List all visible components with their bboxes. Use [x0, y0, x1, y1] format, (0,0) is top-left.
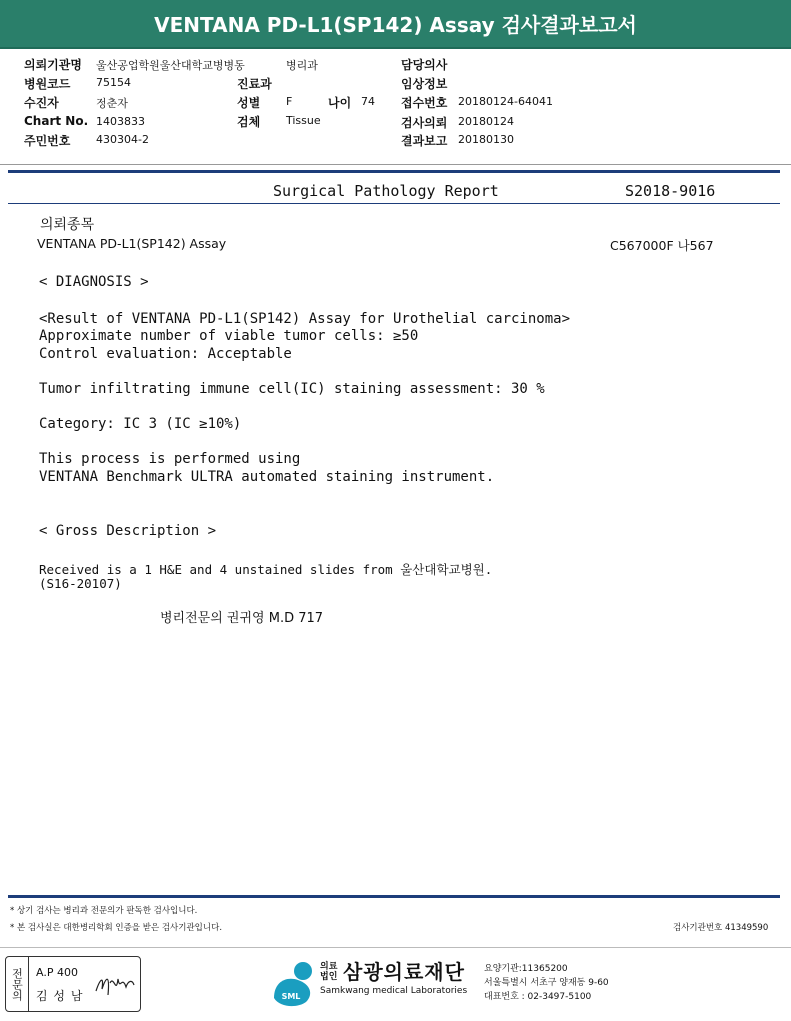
chart-value: 1403833 [96, 115, 145, 128]
specialist-vertical-label: 전문의 [6, 957, 29, 1011]
recipient-value: 정춘자 [96, 97, 128, 110]
hospital-code-label: 병원코드 [24, 77, 71, 91]
request-value: 20180124 [458, 115, 514, 128]
report-heading-rule [8, 203, 780, 204]
pathologist-signature-line: 병리전문의 권귀영 M.D 717 [160, 611, 324, 626]
test-category-label: 의뢰종목 [40, 217, 95, 233]
report-bottom-rule [8, 895, 780, 898]
diagnosis-header: < DIAGNOSIS > [39, 274, 149, 290]
age-value: 74 [361, 95, 375, 108]
specialist-box [5, 956, 141, 1012]
report-top-rule [8, 170, 780, 173]
sex-value: F [286, 95, 293, 108]
id-value: 430304-2 [96, 133, 149, 146]
request-label: 검사의뢰 [401, 116, 448, 130]
clinical-label: 임상정보 [401, 77, 448, 91]
category-line: Category: IC 3 (IC ≥10%) [39, 416, 242, 432]
header-divider [0, 164, 791, 165]
gross-line-2: (S16-20107) [39, 576, 122, 591]
institution-value: 울산공업학원울산대학교병병동 [96, 59, 245, 72]
foundation-name: 삼광의료재단 [343, 960, 465, 984]
test-name: VENTANA PD-L1(SP142) Assay [37, 236, 227, 251]
note-2: * 본 검사실은 대한병리학회 인증을 받은 검사기관입니다. [10, 923, 223, 933]
receipt-label: 접수번호 [401, 96, 448, 110]
sml-logo-text: SML [281, 992, 301, 1001]
result-line: <Result of VENTANA PD-L1(SP142) Assay for Urothelial carcinoma> [39, 311, 571, 327]
hospital-code-value: 75154 [96, 76, 131, 89]
patient-info-header [0, 49, 791, 164]
process-line-1: This process is performed using [39, 451, 301, 467]
report-number: S2018-9016 [625, 182, 716, 200]
report-heading: Surgical Pathology Report [273, 182, 499, 200]
institution-label: 의뢰기관명 [24, 58, 82, 72]
id-label: 주민번호 [24, 134, 71, 148]
gross-line-1: Received is a 1 H&E and 4 unstained slides from 울산대학교병원. [39, 562, 493, 577]
org-number: 검사기관번호 41349590 [673, 923, 769, 933]
control-line: Control evaluation: Acceptable [39, 346, 292, 362]
sml-logo-icon [270, 958, 320, 1008]
doctor-label: 담당의사 [401, 58, 448, 72]
report-title: VENTANA PD-L1(SP142) Assay 검사결과보고서 [0, 0, 791, 47]
footer-divider [0, 947, 791, 948]
age-label: 나이 [328, 96, 352, 110]
specialist-name: 김 성 남 [36, 989, 84, 1003]
recipient-label: 수진자 [24, 96, 59, 110]
phone: 대표번호 : 02-3497-5100 [484, 992, 592, 1002]
viable-cells-line: Approximate number of viable tumor cells: ≥50 [39, 328, 419, 344]
report-date-label: 결과보고 [401, 134, 448, 148]
test-code: C567000F 나567 [610, 238, 714, 253]
foundation-english: Samkwang medical Laboratories [320, 986, 468, 996]
chart-label: Chart No. [24, 114, 89, 128]
gross-header: < Gross Description > [39, 523, 217, 539]
specialist-signature [92, 965, 138, 1005]
sex-label: 성별 [237, 96, 261, 110]
report-date-value: 20180130 [458, 133, 514, 146]
ap-number: A.P 400 [36, 966, 78, 979]
process-line-2: VENTANA Benchmark ULTRA automated staining instrument. [39, 469, 495, 485]
dept-value: 병리과 [286, 59, 318, 72]
receipt-value: 20180124-64041 [458, 95, 553, 108]
specimen-label: 검체 [237, 115, 261, 129]
note-1: * 상기 검사는 병리과 전문의가 판독한 검사입니다. [10, 906, 198, 916]
specimen-value: Tissue [286, 114, 321, 127]
dept-label: 진료과 [237, 77, 272, 91]
address: 서울특별시 서초구 양재동 9-60 [484, 978, 609, 988]
corp-label: 의료 법인 [320, 962, 338, 982]
institution-number: 요양기관:11365200 [484, 964, 568, 974]
ic-assessment-line: Tumor infiltrating immune cell(IC) staining assessment: 30 % [39, 381, 545, 397]
